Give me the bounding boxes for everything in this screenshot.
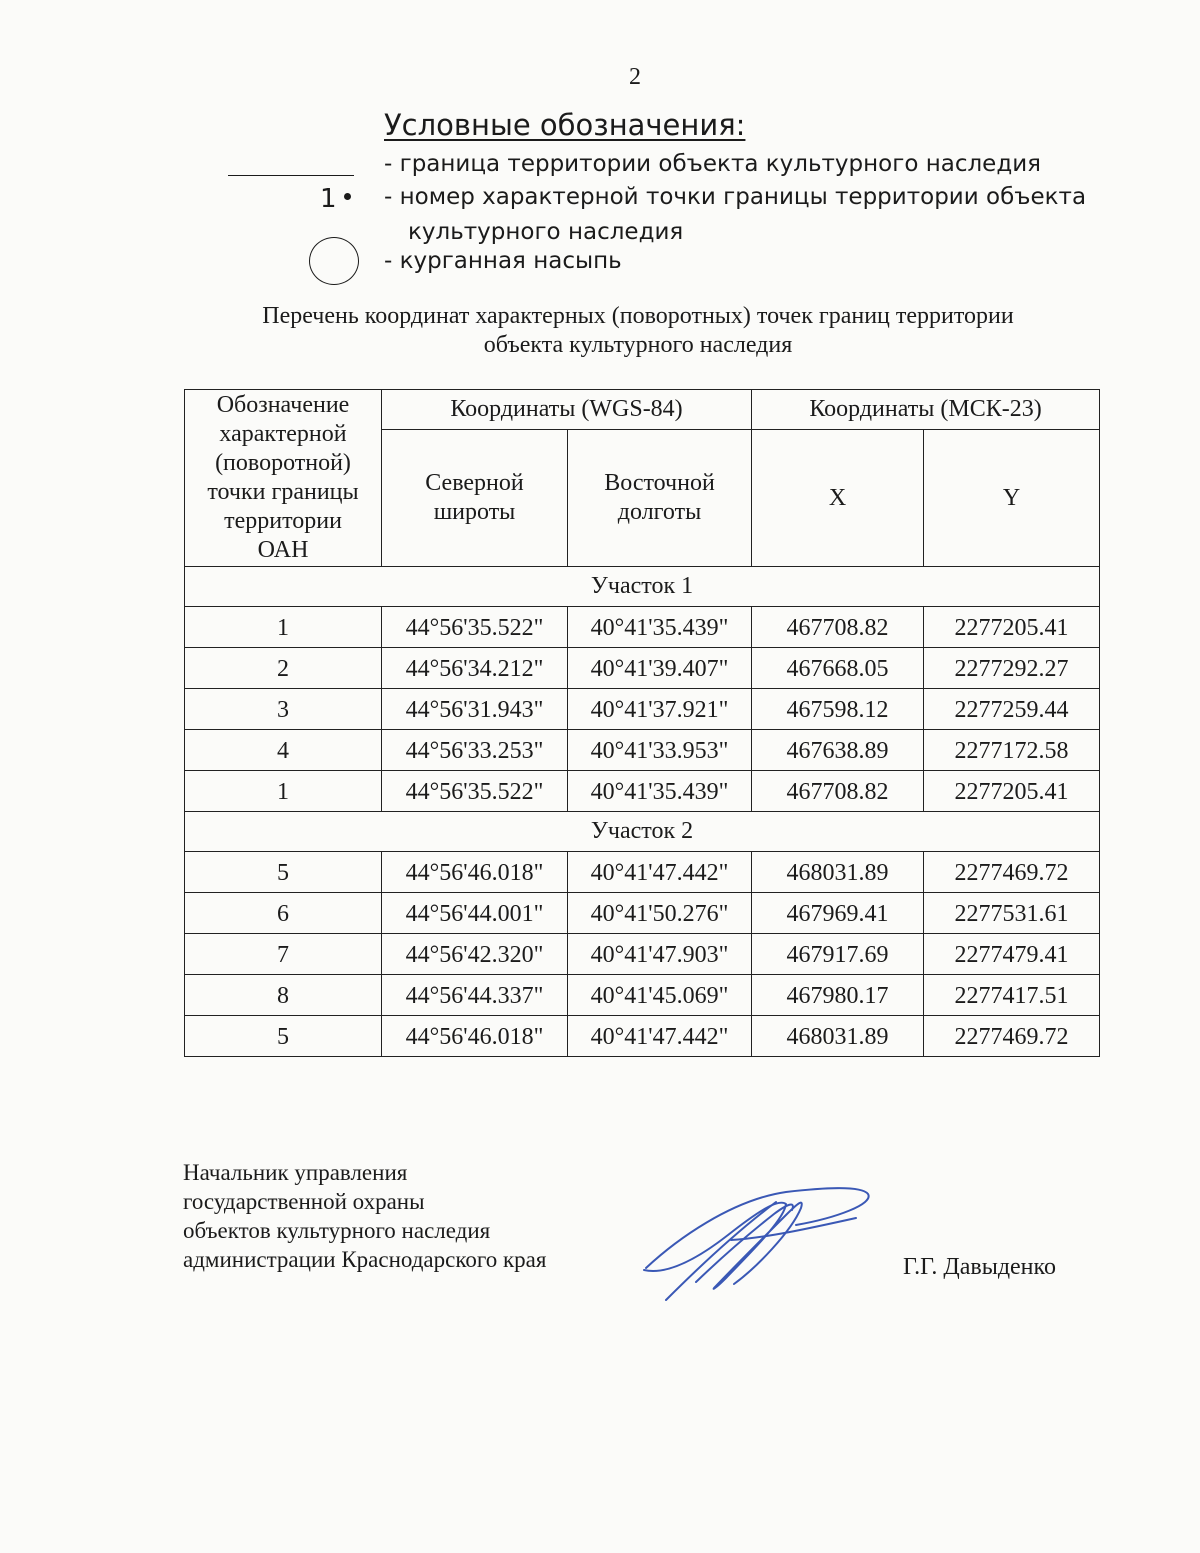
table-caption [0,302,1200,360]
legend-point-text-line1: - номер характерной точки границы территории объекта [384,184,1087,210]
section-title: Участок 2 [185,812,1100,852]
cell-east-longitude: 40°41'47.442" [568,1016,752,1057]
point-dot-icon [344,193,351,200]
caption-line2: объекта культурного наследия [483,332,793,358]
table-row [185,934,1100,975]
cell-y: 2277172.58 [924,730,1100,771]
header-x: X [752,430,924,567]
cell-north-latitude: 44°56'35.522" [382,607,568,648]
cell-north-latitude: 44°56'42.320" [382,934,568,975]
cell-x: 467708.82 [752,607,924,648]
cell-north-latitude: 44°56'44.337" [382,975,568,1016]
cell-x: 467638.89 [752,730,924,771]
cell-x: 467969.41 [752,893,924,934]
cell-north-latitude: 44°56'35.522" [382,771,568,812]
cell-y: 2277259.44 [924,689,1100,730]
cell-point-number: 5 [185,1016,382,1057]
cell-x: 467708.82 [752,771,924,812]
header-line: характерной [219,421,347,447]
cell-east-longitude: 40°41'35.439" [568,771,752,812]
boundary-line-symbol [228,175,354,176]
header-line: ОАН [257,537,309,563]
legend-boundary-text: - граница территории объекта культурного наследия [384,151,1042,177]
cell-x: 467598.12 [752,689,924,730]
header-line: долготы [617,499,702,525]
cell-point-number: 5 [185,852,382,893]
cell-north-latitude: 44°56'44.001" [382,893,568,934]
section-row [185,567,1100,607]
signatory-name: Г.Г. Давыденко [903,1254,1056,1280]
cell-y: 2277531.61 [924,893,1100,934]
coordinates-table [184,389,1100,1057]
position-line: администрации Краснодарского края [183,1247,547,1272]
cell-north-latitude: 44°56'46.018" [382,852,568,893]
table-row [185,1016,1100,1057]
cell-x: 467980.17 [752,975,924,1016]
cell-y: 2277469.72 [924,1016,1100,1057]
table-row [185,689,1100,730]
cell-y: 2277205.41 [924,607,1100,648]
cell-point-number: 8 [185,975,382,1016]
cell-north-latitude: 44°56'46.018" [382,1016,568,1057]
header-y: Y [924,430,1100,567]
section-row [185,812,1100,852]
table-body [185,567,1100,1057]
header-line: Восточной [604,470,715,496]
section-title: Участок 1 [185,567,1100,607]
header-msk23: Координаты (МСК-23) [752,390,1100,430]
signatory-position [183,1158,546,1274]
cell-east-longitude: 40°41'35.439" [568,607,752,648]
cell-x: 467917.69 [752,934,924,975]
cell-y: 2277292.27 [924,648,1100,689]
header-east-longitude [568,430,752,567]
table-row [185,648,1100,689]
table-row [185,893,1100,934]
cell-point-number: 2 [185,648,382,689]
header-line: территории [224,508,342,534]
table-row [185,975,1100,1016]
cell-east-longitude: 40°41'39.407" [568,648,752,689]
legend-mound-text: - курганная насыпь [384,248,622,274]
cell-point-number: 4 [185,730,382,771]
handwritten-signature [636,1180,876,1305]
cell-east-longitude: 40°41'37.921" [568,689,752,730]
point-marker-label: 1 [320,184,337,214]
cell-point-number: 1 [185,607,382,648]
cell-north-latitude: 44°56'31.943" [382,689,568,730]
header-point-designation [185,390,382,567]
cell-point-number: 6 [185,893,382,934]
header-line: Северной [425,470,524,496]
cell-north-latitude: 44°56'33.253" [382,730,568,771]
cell-east-longitude: 40°41'45.069" [568,975,752,1016]
cell-east-longitude: 40°41'50.276" [568,893,752,934]
mound-circle-icon [309,237,359,285]
cell-east-longitude: 40°41'47.903" [568,934,752,975]
cell-east-longitude: 40°41'33.953" [568,730,752,771]
cell-x: 468031.89 [752,1016,924,1057]
header-wgs84: Координаты (WGS-84) [382,390,752,430]
cell-point-number: 1 [185,771,382,812]
cell-y: 2277469.72 [924,852,1100,893]
cell-north-latitude: 44°56'34.212" [382,648,568,689]
table-row [185,771,1100,812]
position-line: объектов культурного наследия [183,1218,491,1243]
cell-y: 2277479.41 [924,934,1100,975]
cell-x: 468031.89 [752,852,924,893]
table-row [185,852,1100,893]
caption-line1: Перечень координат характерных (поворотных) точек границ территории [262,303,1014,329]
legend-title: Условные обозначения: [384,108,746,142]
page-number: 2 [629,64,641,90]
header-line: Обозначение [216,392,350,418]
header-line: (поворотной) [215,450,351,476]
cell-y: 2277417.51 [924,975,1100,1016]
table-row [185,730,1100,771]
table-row [185,607,1100,648]
cell-east-longitude: 40°41'47.442" [568,852,752,893]
position-line: государственной охраны [183,1189,425,1214]
cell-x: 467668.05 [752,648,924,689]
point-marker-symbol [320,184,351,214]
header-north-latitude [382,430,568,567]
header-line: широты [433,499,516,525]
position-line: Начальник управления [183,1160,408,1185]
cell-point-number: 7 [185,934,382,975]
legend-point-text-line2: культурного наследия [408,219,684,245]
header-line: точки границы [207,479,359,505]
cell-y: 2277205.41 [924,771,1100,812]
cell-point-number: 3 [185,689,382,730]
